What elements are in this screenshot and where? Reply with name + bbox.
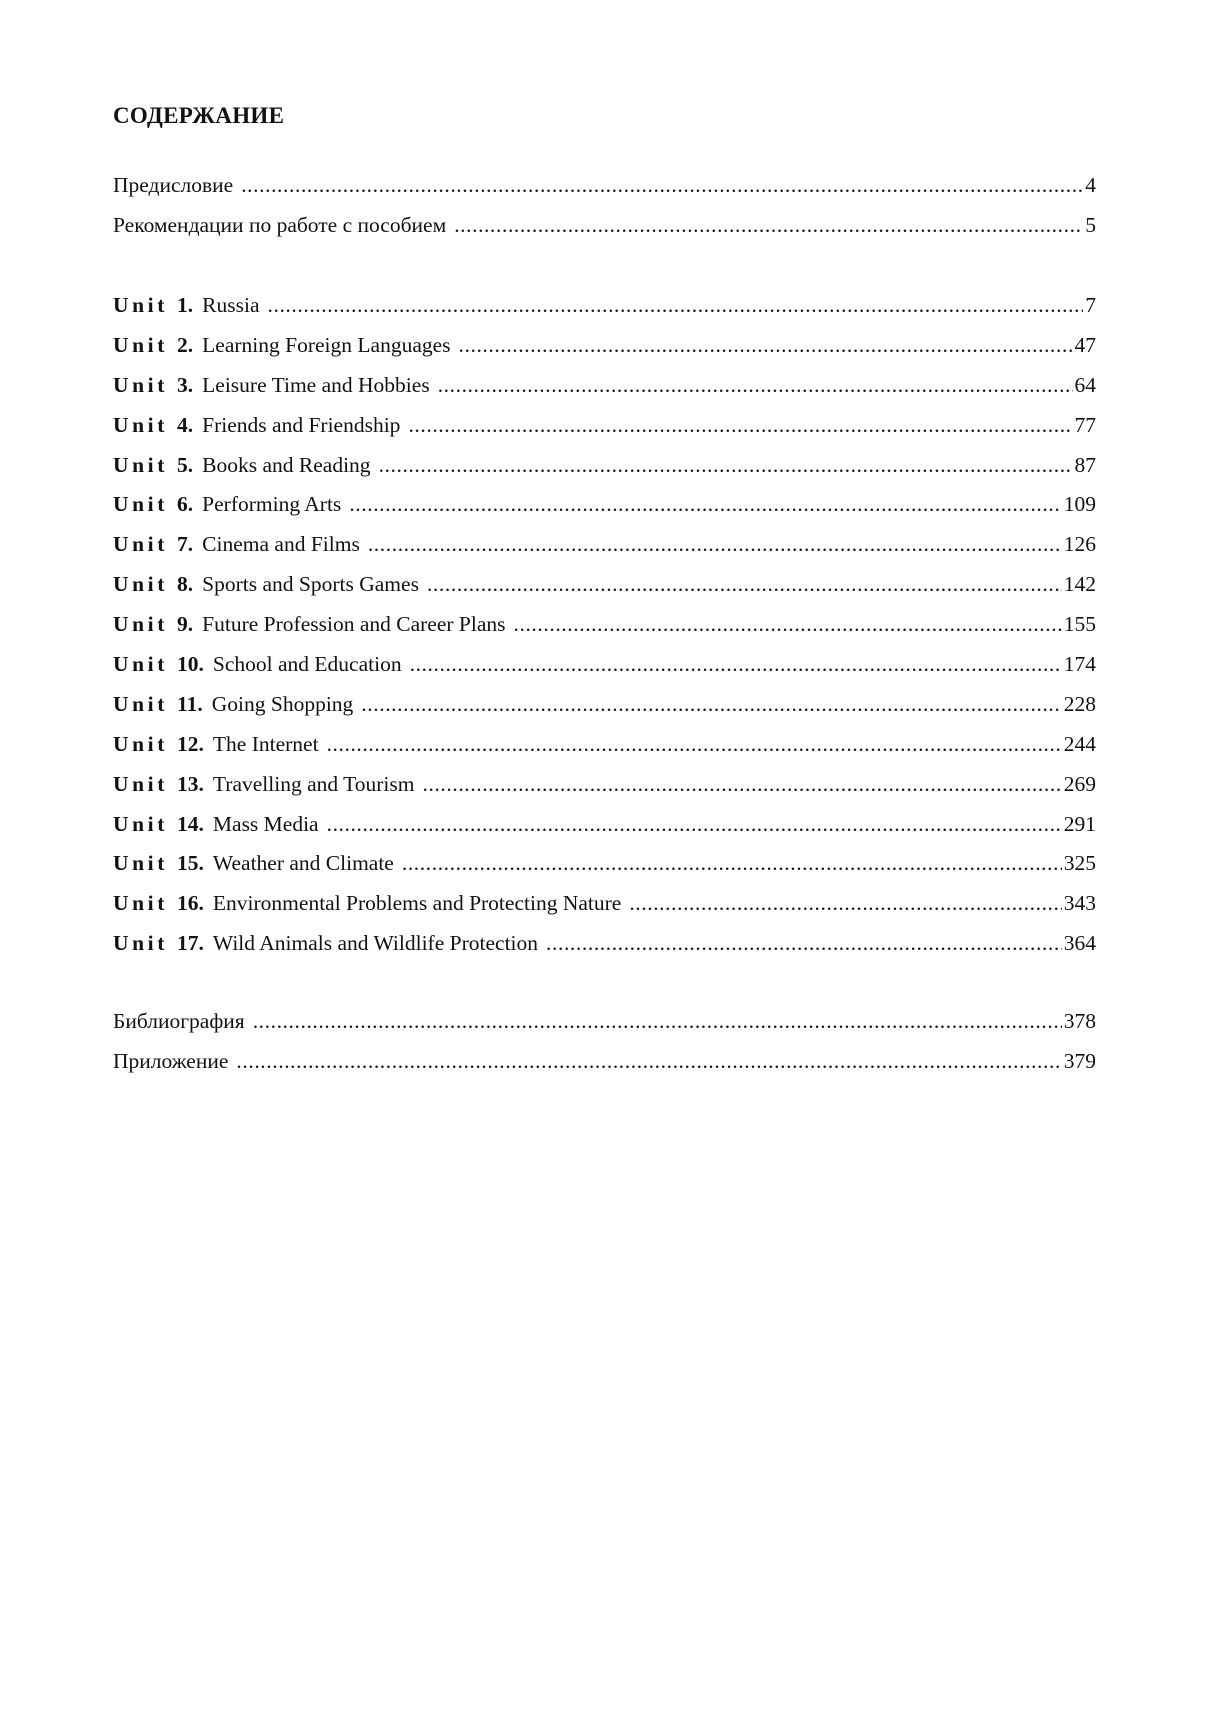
toc-page-number: 109 <box>1063 492 1096 517</box>
dot-leader <box>629 888 1061 918</box>
unit-label: Unit <box>113 771 169 796</box>
toc-entry-unit[interactable] <box>113 569 1096 609</box>
toc-page-number: 155 <box>1063 612 1096 637</box>
toc-entry-title: Environmental Problems and Protecting Nature <box>212 891 622 916</box>
toc-page-number: 142 <box>1063 572 1096 597</box>
dot-leader <box>241 170 1083 200</box>
unit-label: Unit <box>113 851 169 876</box>
unit-label: Unit <box>113 492 169 517</box>
toc-entry-unit[interactable] <box>113 290 1096 330</box>
unit-number: 3. <box>177 372 194 397</box>
toc-page-number: 87 <box>1074 452 1096 477</box>
toc-page-number: 7 <box>1085 293 1096 317</box>
toc-back-matter-section <box>113 1006 1096 1086</box>
toc-entry-title: Books and Reading <box>202 452 371 477</box>
toc-entry-unit[interactable] <box>113 729 1096 769</box>
toc-page-number: 126 <box>1063 532 1096 557</box>
unit-label: Unit <box>113 452 169 477</box>
toc-entry-title: School and Education <box>212 652 402 677</box>
dot-leader <box>236 1046 1061 1076</box>
toc-page-number: 174 <box>1063 652 1096 677</box>
dot-leader <box>438 370 1073 400</box>
toc-entry-title: Going Shopping <box>211 691 354 716</box>
toc-page-number: 244 <box>1063 731 1096 756</box>
unit-number: 14. <box>177 811 204 836</box>
unit-label: Unit <box>113 612 169 637</box>
unit-number: 1. <box>177 293 194 317</box>
unit-number: 10. <box>177 652 204 677</box>
toc-entry-title: Cinema and Films <box>202 532 360 557</box>
toc-page-number: 364 <box>1063 931 1096 956</box>
toc-page-number: 77 <box>1074 412 1096 437</box>
toc-entry-title: Weather and Climate <box>212 851 394 876</box>
unit-number: 9. <box>177 612 194 637</box>
toc-entry-unit[interactable] <box>113 330 1096 370</box>
unit-label: Unit <box>113 412 169 437</box>
toc-page-number: 228 <box>1063 691 1096 716</box>
toc-page-number: 5 <box>1085 212 1096 237</box>
unit-label: Unit <box>113 372 169 397</box>
unit-number: 5. <box>177 452 194 477</box>
toc-entry-unit[interactable] <box>113 649 1096 689</box>
toc-entry-unit[interactable] <box>113 529 1096 569</box>
toc-entry-appendix[interactable] <box>113 1046 1096 1086</box>
dot-leader <box>253 1006 1062 1036</box>
toc-entry-title: Learning Foreign Languages <box>202 332 451 357</box>
unit-label: Unit <box>113 652 169 677</box>
toc-intro-section <box>113 170 1096 250</box>
toc-entry-bibliography[interactable] <box>113 1006 1096 1046</box>
unit-label: Unit <box>113 931 169 956</box>
toc-entry-title: Friends and Friendship <box>202 412 401 437</box>
unit-label: Unit <box>113 891 169 916</box>
toc-entry-recommendations[interactable] <box>113 210 1096 250</box>
unit-number: 17. <box>177 931 204 956</box>
unit-number: 15. <box>177 851 204 876</box>
dot-leader <box>514 609 1062 639</box>
toc-entry-title: The Internet <box>212 731 319 756</box>
unit-number: 13. <box>177 771 204 796</box>
unit-label: Unit <box>113 731 169 756</box>
dot-leader <box>410 649 1062 679</box>
toc-entry-unit[interactable] <box>113 848 1096 888</box>
toc-entry-unit[interactable] <box>113 609 1096 649</box>
unit-number: 7. <box>177 532 194 557</box>
dot-leader <box>361 689 1061 719</box>
toc-entry-preface[interactable] <box>113 170 1096 210</box>
toc-entry-title: Sports and Sports Games <box>202 572 419 597</box>
toc-entry-unit[interactable] <box>113 809 1096 849</box>
unit-label: Unit <box>113 691 169 716</box>
unit-number: 8. <box>177 572 194 597</box>
toc-entry-unit[interactable] <box>113 888 1096 928</box>
toc-units-section <box>113 290 1096 968</box>
dot-leader <box>368 529 1062 559</box>
toc-page-number: 291 <box>1063 811 1096 836</box>
toc-entry-unit[interactable] <box>113 689 1096 729</box>
dot-leader <box>422 769 1061 799</box>
unit-label: Unit <box>113 532 169 557</box>
unit-label: Unit <box>113 293 169 317</box>
toc-entry-unit[interactable] <box>113 928 1096 968</box>
unit-number: 6. <box>177 492 194 517</box>
toc-entry-title: Performing Arts <box>202 492 342 517</box>
unit-number: 4. <box>177 412 194 437</box>
toc-entry-unit[interactable] <box>113 450 1096 490</box>
toc-entry-title: Travelling and Tourism <box>212 771 415 796</box>
toc-entry-title: Russia <box>202 293 260 317</box>
dot-leader <box>327 729 1062 759</box>
dot-leader <box>379 450 1073 480</box>
toc-page-number: 378 <box>1063 1009 1096 1033</box>
dot-leader <box>402 848 1062 878</box>
unit-label: Unit <box>113 811 169 836</box>
toc-entry-unit[interactable] <box>113 370 1096 410</box>
toc-entry-title: Библиография <box>113 1009 245 1033</box>
unit-label: Unit <box>113 572 169 597</box>
toc-entry-title: Рекомендации по работе с пособием <box>113 212 447 237</box>
unit-number: 11. <box>177 691 203 716</box>
toc-page-number: 4 <box>1085 173 1096 197</box>
toc-entry-title: Future Profession and Career Plans <box>202 612 506 637</box>
dot-leader <box>427 569 1062 599</box>
dot-leader <box>268 290 1084 320</box>
dot-leader <box>349 489 1061 519</box>
toc-page-number: 379 <box>1063 1048 1096 1073</box>
toc-entry-unit[interactable] <box>113 769 1096 809</box>
toc-page-number: 325 <box>1063 851 1096 876</box>
toc-page-number: 64 <box>1074 372 1096 397</box>
page-title: СОДЕРЖАНИЕ <box>113 103 285 128</box>
unit-number: 2. <box>177 332 194 357</box>
toc-entry-title: Предисловие <box>113 173 234 197</box>
toc-entry-title: Leisure Time and Hobbies <box>202 372 430 397</box>
toc-page-number: 343 <box>1063 891 1096 916</box>
unit-number: 12. <box>177 731 204 756</box>
dot-leader <box>459 330 1073 360</box>
unit-number: 16. <box>177 891 204 916</box>
dot-leader <box>454 210 1083 240</box>
toc-page-number: 269 <box>1063 771 1096 796</box>
toc-entry-unit[interactable] <box>113 410 1096 450</box>
dot-leader <box>327 809 1062 839</box>
toc-entry-title: Wild Animals and Wildlife Protection <box>212 931 539 956</box>
dot-leader <box>408 410 1072 440</box>
dot-leader <box>546 928 1062 958</box>
toc-entry-unit[interactable] <box>113 489 1096 529</box>
toc-page-number: 47 <box>1074 332 1096 357</box>
toc-entry-title: Приложение <box>113 1048 229 1073</box>
toc-entry-title: Mass Media <box>212 811 319 836</box>
unit-label: Unit <box>113 332 169 357</box>
